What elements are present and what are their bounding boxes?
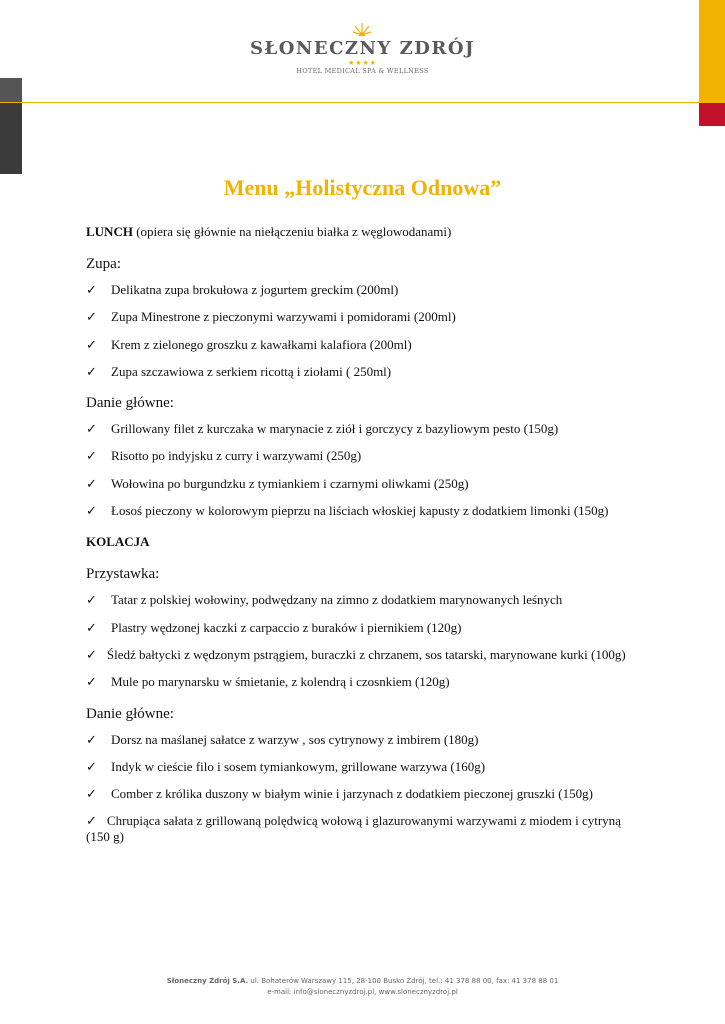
list-item: ✓ Wołowina po burgundzku z tymiankiem i czarnymi oliwkami (250g) — [86, 475, 469, 491]
check-icon: ✓ — [86, 363, 97, 379]
lunch-mains-list — [86, 421, 646, 519]
list-item: ✓ Delikatna zupa brokułowa z jogurtem greckim (200ml) — [86, 282, 399, 297]
check-icon: ✓ — [86, 731, 97, 747]
list-item: ✓ Indyk w cieście filo i sosem tymiankowym, grillowane warzywa (160g) — [86, 758, 486, 774]
check-icon: ✓ — [86, 786, 97, 802]
list-item: ✓ Plastry wędzonej kaczki z carpaccio z buraków i piernikiem (120g) — [86, 619, 462, 635]
dinner-heading: KOLACJA — [86, 534, 150, 550]
list-item: ✓ Łosoś pieczony w kolorowym pieprzu na liściach włoskiej kapusty z dodatkiem limonki (150g) — [86, 503, 609, 519]
sun-logo-icon — [352, 22, 372, 36]
check-icon: ✓ — [86, 674, 97, 690]
starter-list — [86, 592, 646, 690]
menu-title: Menu „Holistyczna Odnowa” — [223, 175, 502, 200]
check-icon: ✓ — [86, 421, 97, 437]
check-icon: ✓ — [86, 619, 97, 635]
page-footer — [0, 976, 725, 998]
hotel-stars: ★★★★ — [347, 59, 378, 67]
menu-content — [86, 224, 646, 857]
list-item: ✓ Śledź bałtycki z wędzonym pstrągiem, buraczki z chrzanem, sos tatarski, marynowane kurki (100g) — [86, 646, 626, 662]
right-accent-bar-red — [699, 103, 725, 126]
check-icon: ✓ — [86, 336, 97, 352]
check-icon: ✓ — [86, 475, 97, 491]
check-icon: ✓ — [86, 503, 97, 519]
check-icon: ✓ — [86, 282, 97, 297]
list-item: ✓ Zupa Minestrone z pieczonymi warzywami i pomidorami (200ml) — [86, 309, 456, 325]
header-rule — [0, 102, 725, 103]
check-icon: ✓ — [86, 646, 97, 662]
lunch-mains-label: Danie główne: — [86, 395, 174, 412]
check-icon: ✓ — [86, 758, 97, 774]
check-icon: ✓ — [86, 309, 97, 325]
footer-contact: e-mail: info@slonecznyzdroj.pl, www.slonecznyzdroj.pl — [267, 988, 458, 996]
dinner-mains-list — [86, 732, 646, 846]
check-icon: ✓ — [86, 448, 97, 464]
lunch-heading: LUNCH (opiera się głównie na niełączeniu białka z węglowodanami) — [86, 224, 452, 239]
check-icon: ✓ — [86, 813, 97, 829]
starter-label: Przystawka: — [86, 566, 160, 583]
list-item: ✓ Grillowany filet z kurczaka w marynacie z ziół i gorczycy z bazyliowym pesto (150g) — [86, 421, 559, 437]
footer-address: Słoneczny Zdrój S.A. ul. Bohaterów Warszawy 115, 28-100 Busko Zdrój, tel.: 41 378 88 00, fax: 41 378 88 01 — [166, 977, 559, 985]
list-item: ✓ Krem z zielonego groszku z kawałkami kalafiora (200ml) — [86, 336, 412, 352]
list-item: ✓ Dorsz na maślanej sałatce z warzyw , sos cytrynowy z imbirem (180g) — [86, 731, 479, 747]
list-item: ✓ Mule po marynarsku w śmietanie, z kolendrą i czosnkiem (120g) — [86, 674, 450, 690]
list-item: ✓ Comber z królika duszony w białym winie i jarzynach z dodatkiem pieczonej gruszki (150g) — [86, 786, 593, 802]
dinner-mains-label: Danie główne: — [86, 705, 174, 722]
list-item: ✓ Risotto po indyjsku z curry i warzywami (250g) — [86, 448, 362, 464]
soup-list — [86, 282, 646, 380]
brand-tagline: HOTEL MEDICAL SPA & WELLNESS — [296, 67, 429, 75]
left-decor-bar-top — [0, 78, 22, 102]
soup-label: Zupa: — [86, 256, 121, 272]
list-item: ✓ Zupa szczawiowa z serkiem ricottą i ziołami ( 250ml) — [86, 363, 392, 379]
check-icon: ✓ — [86, 592, 97, 608]
list-item: ✓ Chrupiąca sałata z grillowaną polędwicą wołową i glazurowanymi warzywami z miodem i cytryną (150 g) — [86, 813, 621, 845]
list-item: ✓ Tatar z polskiej wołowiny, podwędzany na zimno z dodatkiem marynowanych leśnych — [86, 592, 563, 608]
brand-name: SŁONECZNY ZDRÓJ — [249, 38, 476, 59]
